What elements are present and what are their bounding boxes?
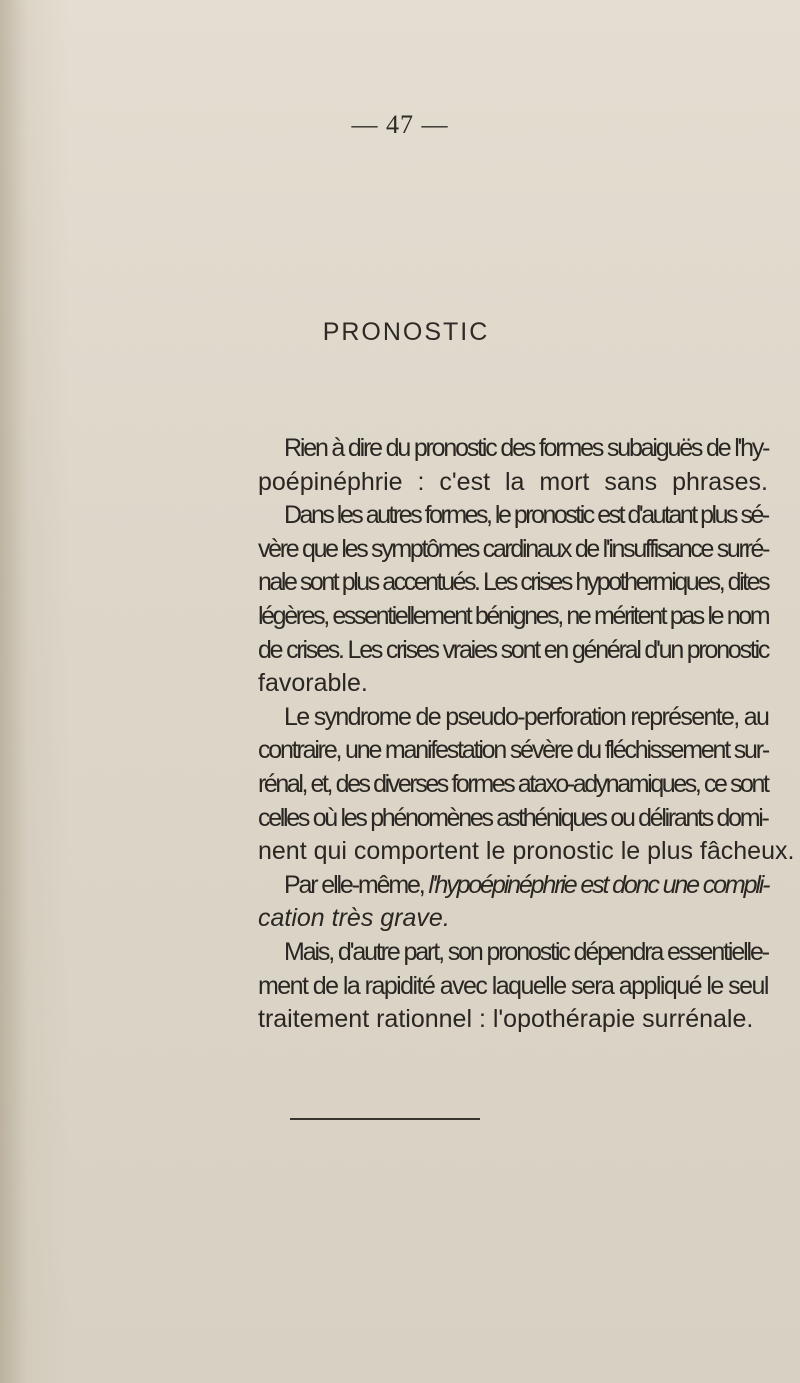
text-line: ment de la rapidité avec laquelle sera appliqué le seul [258, 971, 768, 1000]
page-edge-shadow [0, 0, 70, 1383]
text-span: Par elle-même, [284, 870, 429, 899]
text-line: celles où les phénomènes asthéniques ou délirants domi- [258, 803, 768, 832]
text-line: nent qui comportent le pronostic le plus fâcheux. [258, 837, 795, 866]
text-line-italic [258, 902, 794, 936]
page-number: — 47 — [351, 110, 449, 139]
text-line: rénal, et, des diverses formes ataxo-adynamiques, ce sont [258, 769, 768, 798]
text-line: vère que les symptômes cardinaux de l'insuffisance surré- [258, 534, 769, 563]
text-line: légères, essentiellement bénignes, ne méritent pas le nom [258, 601, 769, 630]
section-end-rule [290, 1118, 480, 1120]
text-line: nale sont plus accentués. Les crises hypothermiques, dites [258, 568, 769, 597]
text-line: traitement rationnel : l'opothérapie surrénale. [258, 1005, 754, 1034]
italic-text: l'hypoépinéphrie est donc une compli- [428, 870, 769, 899]
text-line: Mais, d'autre part, son pronostic dépendra essentielle- [284, 937, 768, 966]
body-text [258, 432, 794, 1037]
text-line: favorable. [258, 669, 368, 698]
text-line: Le syndrome de pseudo-perforation représente, au [284, 702, 769, 731]
text-line-mixed [258, 869, 794, 903]
text-line: poépinéphrie : c'est la mort sans phrases. [258, 467, 768, 496]
section-title: PRONOSTIC [322, 318, 490, 346]
text-line: Dans les autres formes, le pronostic est d'autant plus sé- [284, 501, 768, 530]
text-line: Rien à dire du pronostic des formes subaiguës de l'hy- [284, 434, 769, 462]
text-line: de crises. Les crises vraies sont en général d'un pronostic [258, 635, 769, 664]
text-line: contraire, une manifestation sévère du fléchissement sur- [258, 736, 769, 765]
italic-text: cation très grave. [258, 904, 450, 933]
